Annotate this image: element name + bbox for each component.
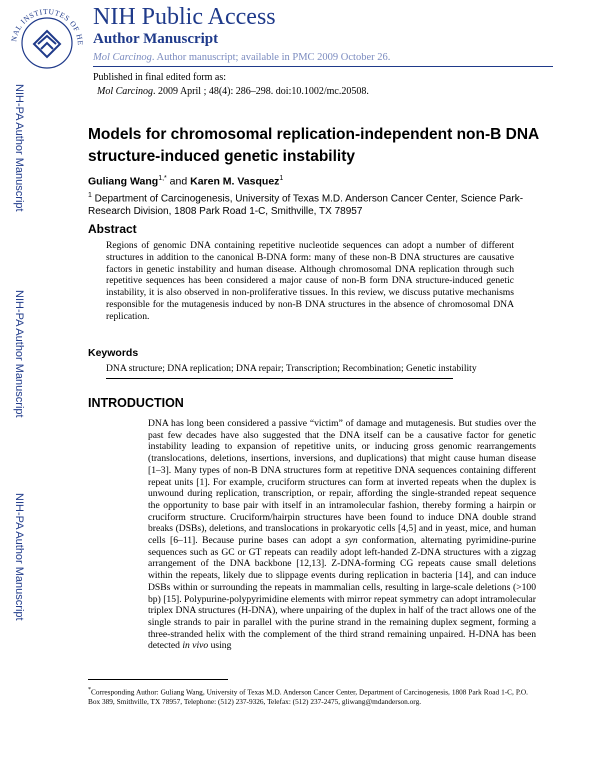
intro-syn: syn: [344, 535, 358, 547]
author-manuscript-label: Author Manuscript: [93, 31, 219, 47]
keywords-heading: Keywords: [88, 347, 139, 359]
logo-text: NAL INSTITUTES OF HE: [9, 6, 86, 46]
author-2-sup: 1: [279, 175, 284, 182]
nih-public-access-title: NIH Public Access: [93, 4, 276, 30]
header-divider: [93, 66, 553, 67]
side-label-bottom: NIH-PA Author Manuscript: [13, 493, 25, 621]
availability-journal: Mol Carcinog: [93, 52, 152, 63]
author-1: Guliang Wang: [88, 175, 159, 188]
intro-part-1: DNA has long been considered a passive “victim” of damage and mutagenesis. But studies over the past few decades have also suggested that the DNA itself can be a causative factor for genetic instability leading to expansion of repetitive units, or inducing gross genomic rearrangements (translocations, deletions, insertions, inversions, and duplications) that might cause human disease [1–3]. Many types of non-B DNA structures form at repetitive DNA sequences containing different repeat units [1]. For example, cruciform structures can form at inverted repeats when the duplex is unwound during replication, transcription, or repair, affording the single-stranded repeat sequence the opportunity to base pair with itself in an intramolecular fashion, thereby forming a hairpin or cruciform structure. Cruciform/hairpin structures have been found to induce DNA double strand breaks (DSBs), deletions, and translocations in prokaryotic cells [4,5] and in yeast, mice, and human cells [6–11]. Because purine bases can adopt a: [148, 418, 536, 547]
intro-part-3: using: [208, 640, 232, 652]
publication-journal: Mol Carcinog: [97, 86, 154, 97]
publication-citation: [97, 86, 369, 98]
publication-details: . 2009 April ; 48(4): 286–298. doi:10.1002/mc.20508.: [153, 86, 369, 97]
footnote-marker: *: [88, 687, 92, 693]
keywords-text: DNA structure; DNA replication; DNA repair; Transcription; Recombination; Genetic instability: [106, 363, 477, 374]
author-1-sup: 1,*: [158, 175, 167, 182]
article-title: Models for chromosomal replication-independent non-B DNA structure-induced genetic instability: [88, 126, 539, 165]
author-and: and: [166, 175, 191, 188]
affiliation-text: Department of Carcinogenesis, University of Texas M.D. Anderson Cancer Center, Science Park-Research Division, 1808 Park Road 1-C, Smithville, TX 78957: [88, 193, 524, 218]
corresponding-author-footnote: [88, 685, 528, 707]
introduction-heading: INTRODUCTION: [88, 396, 184, 410]
footnote-text: Corresponding Author: Guliang Wang, University of Texas M.D. Anderson Cancer Center, Department of Carcinogenesis, 1808 Park Road 1-C, P.O. Box 389, Smithville, TX 78957, Telephone: (512) 237-9326, Telefax: (512) 237-2475, gliwang@mdanderson.org.: [88, 687, 528, 707]
author-line: [88, 172, 283, 189]
affiliation: [88, 189, 528, 218]
author-2: Karen M. Vasquez: [190, 175, 280, 188]
intro-part-2: conformation, alternating pyrimidine-purine sequences such as GC or GT repeats can readily adopt left-handed Z-DNA structures with a zigzag arrangement of the DNA backbone [12,13]. Z-DNA-forming CG repeats cause small deletions within the repeats, likely due to slippage events during replication in bacteria [14], and can induce DSBs within or surrounding the repeats in mammalian cells, resulting in large-scale deletions (>100 bp) [15]. Polypurine-polypyrimidine elements with mirror repeat symmetry can adopt intramolecular triplex DNA structures (H-DNA), where unpairing of the duplex in half of the tract allows one of the single strands to pair in parallel with the purine strand in the remaining duplex segment, forming a three-stranded helix with the complement of the third strand remaining unpaired. H-DNA has been detected: [148, 535, 536, 652]
keywords-divider: [106, 378, 453, 379]
svg-text:NATIONAL INSTITUTES OF HEALTH: [6, 5, 85, 46]
introduction-text: [148, 418, 536, 652]
abstract-text: Regions of genomic DNA containing repetitive nucleotide sequences can adopt a number of different structures in addition to the canonical B-DNA form: many of these non-B DNA structures are causative factors in genetic instability and human disease. Although chromosomal DNA replication through such repetitive sequences has been considered a major cause of non-B form DNA structure-induced genetic instability, it is also observed in non-proliferative tissues. In this review, we discuss putative mechanisms responsible for the mutagenesis induced by non-B DNA structures in the absence of chromosomal DNA replication.: [106, 240, 514, 322]
footnote-divider: [88, 679, 228, 680]
availability-citation: [93, 51, 390, 65]
intro-in-vivo: in vivo: [182, 640, 209, 652]
side-label-middle: NIH-PA Author Manuscript: [13, 290, 25, 418]
nih-logo: [6, 5, 88, 71]
abstract-heading: Abstract: [88, 222, 137, 236]
published-label: Published in final edited form as:: [93, 72, 227, 83]
affiliation-sup: 1: [88, 192, 92, 199]
availability-text: . Author manuscript; available in PMC 2009 October 26.: [151, 52, 391, 63]
side-label-top: NIH-PA Author Manuscript: [13, 84, 25, 212]
